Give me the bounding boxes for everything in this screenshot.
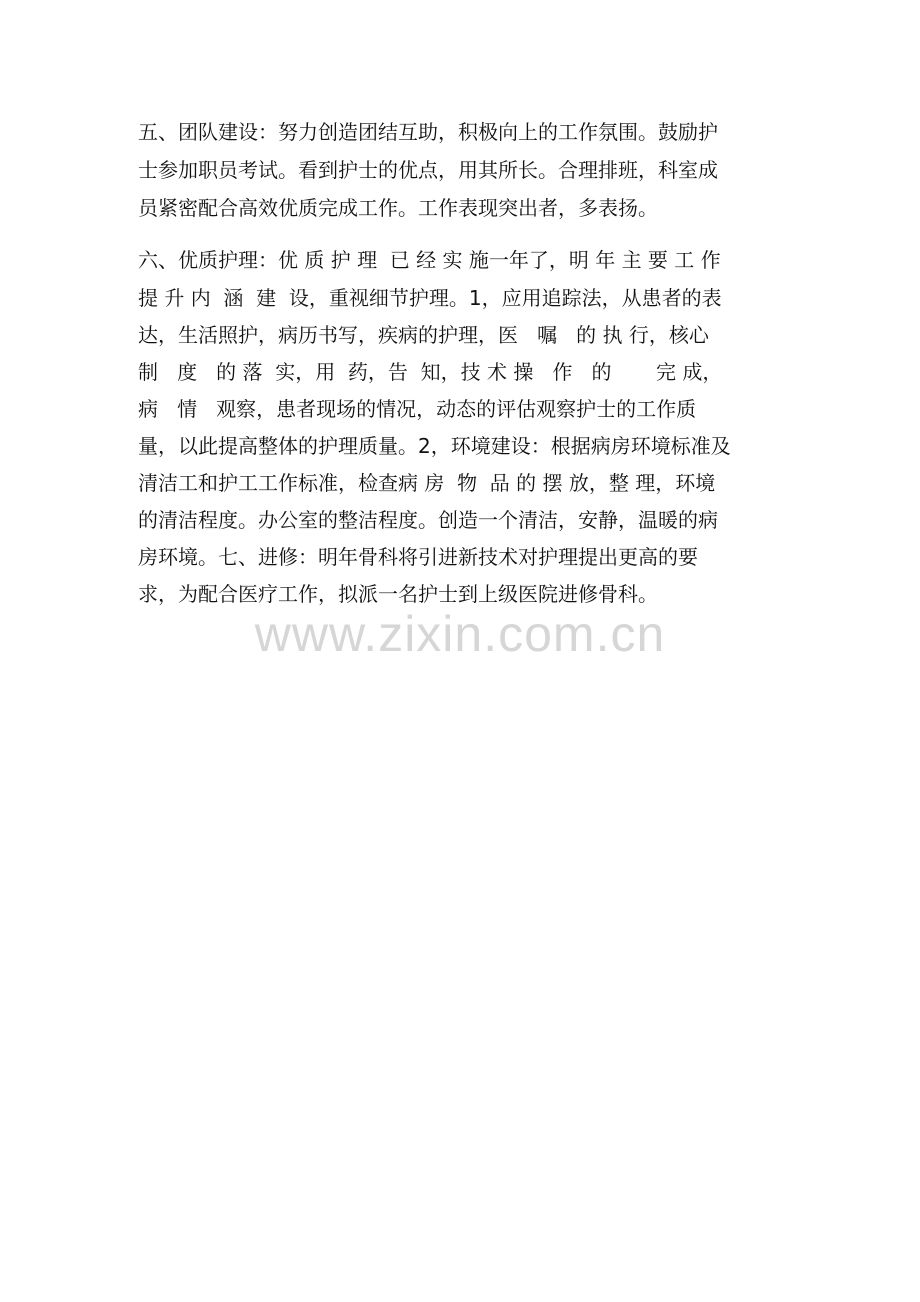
- text-line: 提 升 内 涵 建 设，重视细节护理。1，应用追踪法，从患者的表: [138, 286, 722, 310]
- watermark-text: www.zixin.com.cn: [254, 606, 666, 662]
- text-line: 五、团队建设：努力创造团结互助，积极向上的工作氛围。鼓励护: [138, 120, 718, 144]
- text-line: 制 度 的 落 实，用 药，告 知，技 术 操 作 的 完 成，: [138, 360, 723, 384]
- text-line: 士参加职员考试。看到护士的优点，用其所长。合理排班，科室成: [138, 158, 718, 182]
- text-line: 房环境。七、进修：明年骨科将引进新技术对护理提出更高的要: [138, 545, 698, 569]
- text-line: 的清洁程度。办公室的整洁程度。创造一个清洁，安静，温暖的病: [138, 508, 718, 532]
- text-line: 六、优质护理：优 质 护 理 已 经 实 施一年了，明 年 主 要 工 作: [138, 248, 721, 272]
- text-line: 清洁工和护工工作标准，检查病 房 物 品 的 摆 放，整 理，环境: [138, 471, 716, 495]
- text-line: 量，以此提高整体的护理质量。2，环境建设：根据病房环境标准及: [138, 434, 731, 458]
- text-line: 达，生活照护，病历书写，疾病的护理，医 嘱 的 执 行，核心: [138, 323, 709, 347]
- text-line: 病 情 观察，患者现场的情况，动态的评估观察护士的工作质: [138, 397, 697, 421]
- text-line: 求，为配合医疗工作，拟派一名护士到上级医院进修骨科。: [138, 582, 658, 606]
- text-line: 员紧密配合高效优质完成工作。工作表现突出者，多表扬。: [138, 196, 658, 220]
